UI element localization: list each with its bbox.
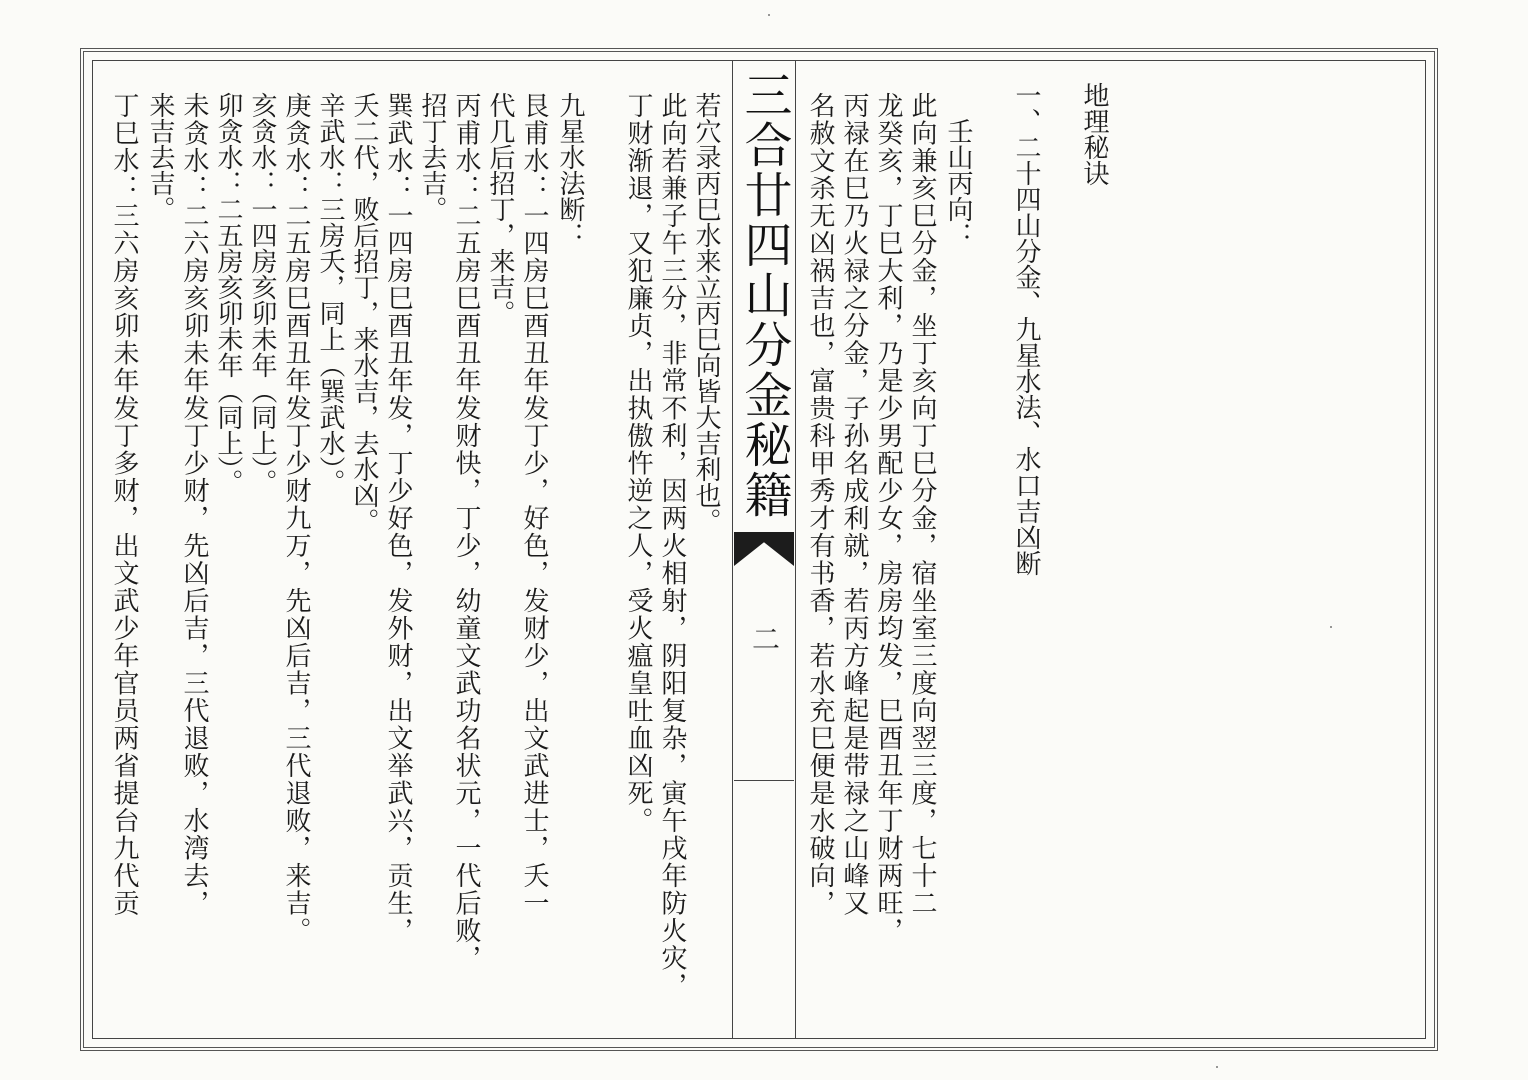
body-line: 此向兼亥巳分金，坐丁亥向丁巳分金，宿坐室三度向翌三度，七十二 <box>907 92 937 917</box>
water-entry: 庚贪水：二五房巳酉丑年发丁少财九万，先凶后吉，三代退败，来吉。 <box>281 92 311 945</box>
water-entry: 招丁去吉。 <box>417 92 447 222</box>
body-line: 此向若兼子午三分，非常不利，因两火相射，阴阳复杂，寅午戌年防火灾， <box>657 92 687 1000</box>
water-entry: 亥贪水：一四房亥卯未年（同上）。 <box>247 92 277 495</box>
water-entry: 艮甫水：一四房巳酉丑年发丁少，好色，发财少，出文武进士，夭一 <box>519 92 549 917</box>
section-title-renshan: 壬山丙向： <box>943 118 973 248</box>
water-entry: 巽武水：一四房巳酉丑年发，丁少好色，发外财，出文举武兴，贡生， <box>383 92 413 945</box>
body-line: 丙禄在巳乃火禄之分金，子孙名成利就，若丙方峰起是带禄之山峰又 <box>839 92 869 917</box>
spine-divider <box>734 780 794 781</box>
page-number: 二 <box>752 623 781 656</box>
water-entry: 来吉去吉。 <box>145 92 175 222</box>
book-heading: 地理秘诀 <box>1079 82 1109 186</box>
spine-title: 三合廿四山分金秘籍 <box>736 70 792 520</box>
water-entry: 辛武水：三房夭，同上（巽武水）。 <box>315 92 345 495</box>
water-entry: 未贪水：二六房亥卯未年发丁少财，先凶后吉，三代退败，水湾去， <box>179 92 209 917</box>
scan-speck <box>768 14 770 16</box>
water-entry: 夭二代，败后招丁，来水吉，去水凶。 <box>349 92 379 534</box>
body-line: 龙癸亥，丁巳大利，乃是少男配少女，房房均发，巳酉丑年丁财两旺， <box>873 92 903 945</box>
water-entry: 卯贪水：二五房亥卯未年（同上）。 <box>213 92 243 495</box>
water-entry: 代几后招丁，来吉。 <box>485 92 515 326</box>
body-line: 名赦文杀无凶祸吉也，富贵科甲秀才有书香，若水充巳便是水破向， <box>805 92 835 917</box>
chapter-heading: 一、二十四山分金、九星水法、水口吉凶断 <box>1011 82 1041 576</box>
scan-speck <box>1216 1066 1218 1068</box>
scan-speck <box>1330 626 1332 628</box>
section-title-nine-star: 九星水法断： <box>555 92 585 248</box>
water-entry: 丙甫水：二五房巳酉丑年发财快，丁少，幼童文武功名状元，一代后败， <box>451 92 481 972</box>
body-line: 丁财渐退，又犯廉贞，出执傲忤逆之人，受火瘟皇吐血凶死。 <box>623 92 653 835</box>
water-entry: 丁巳水：三六房亥卯未年发丁多财，出文武少年官员两省提台九代贡 <box>109 92 139 917</box>
body-line: 若穴录丙巳水来立丙巳向皆大吉利也。 <box>691 92 721 534</box>
